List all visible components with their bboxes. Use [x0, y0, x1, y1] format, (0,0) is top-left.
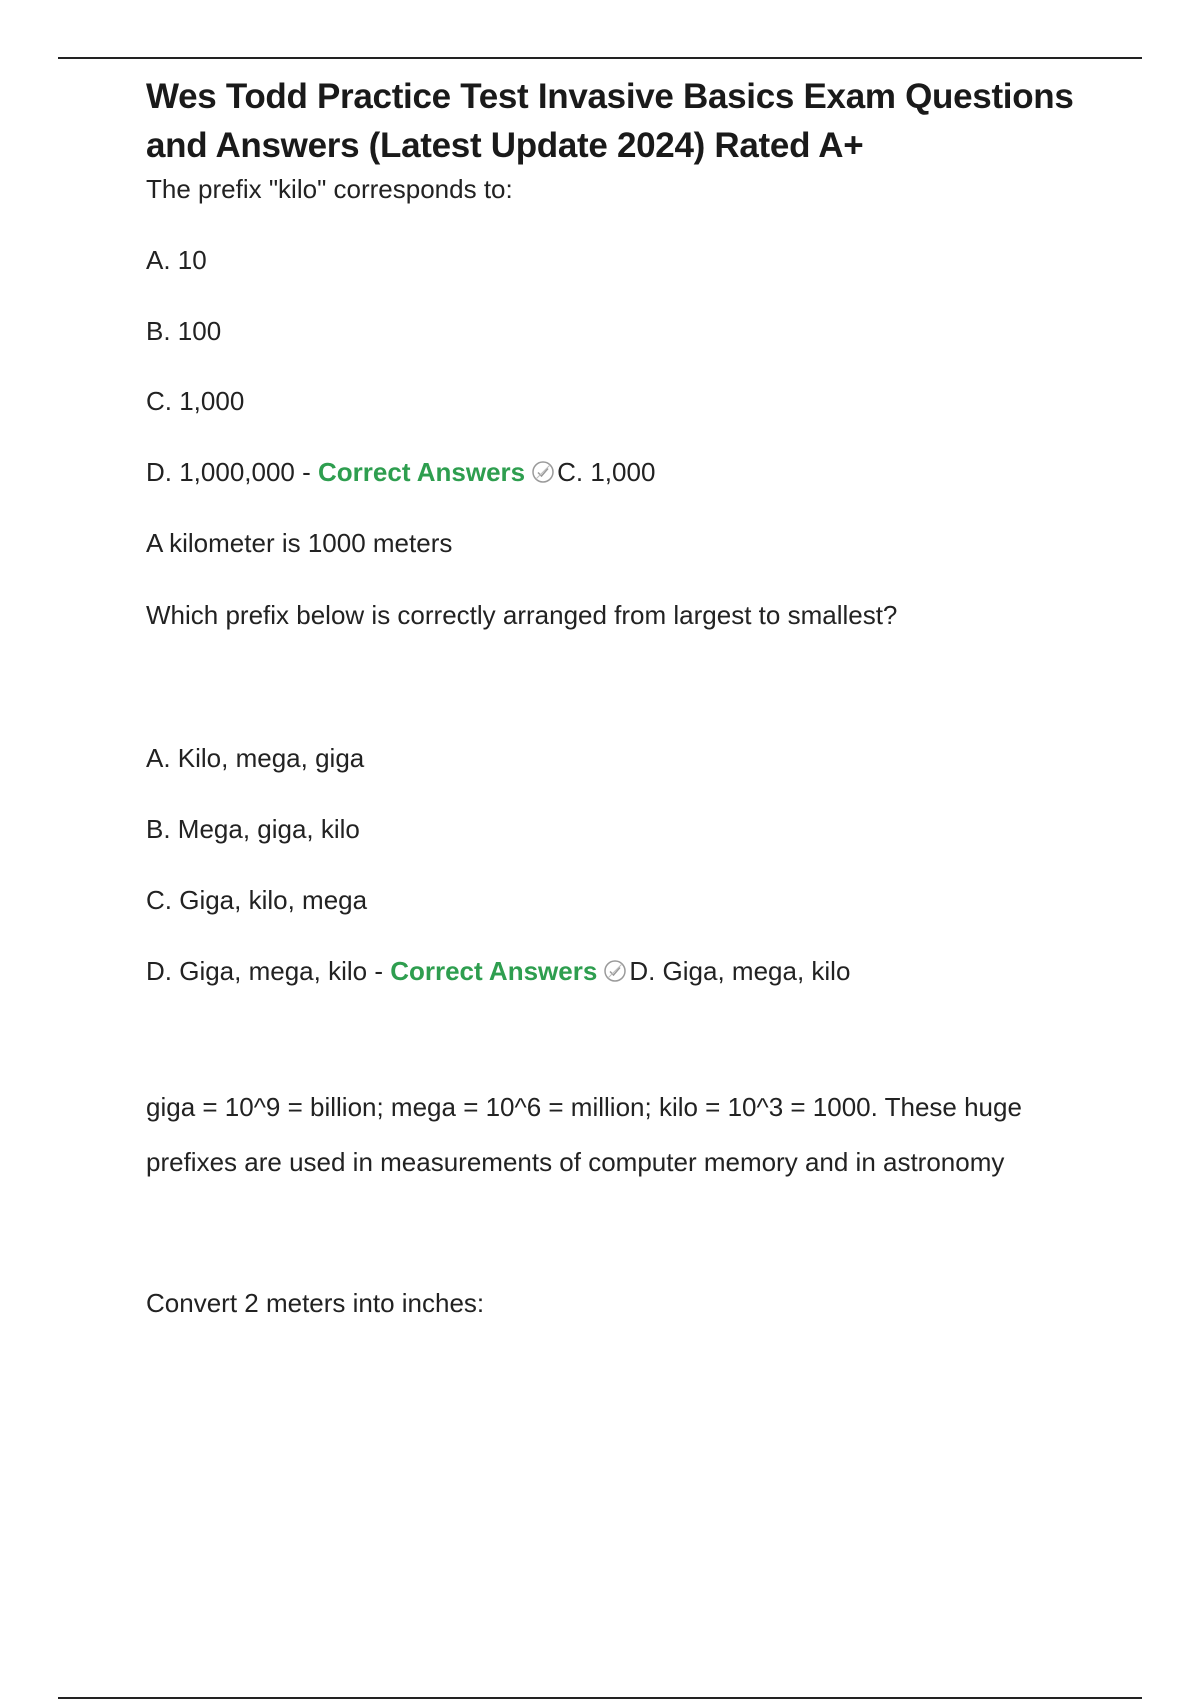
- check-circle-icon: [531, 460, 555, 484]
- q2-option-a: A. Kilo, mega, giga: [146, 743, 365, 773]
- q1-option-c: C. 1,000: [146, 386, 245, 416]
- q2-question: Which prefix below is correctly arranged from largest to smallest?: [146, 600, 898, 630]
- q2-option-d: [146, 954, 1086, 988]
- document-body: [146, 72, 1086, 1320]
- check-circle-icon: [603, 959, 627, 983]
- top-rule: [58, 57, 1142, 59]
- q2-option-b: B. Mega, giga, kilo: [146, 814, 360, 844]
- q1-correct-label: Correct Answers: [318, 457, 526, 487]
- document-title: Wes Todd Practice Test Invasive Basics Exam Questions and Answers (Latest Update 2024) Rated A+: [146, 77, 1074, 165]
- q1-option-d: [146, 455, 1086, 489]
- q2-option-c: C. Giga, kilo, mega: [146, 885, 368, 915]
- q1-option-d-text: D. 1,000,000 -: [146, 457, 318, 487]
- q1-answer: C. 1,000: [557, 457, 656, 487]
- q1-option-a: A. 10: [146, 245, 207, 275]
- q1-option-b: B. 100: [146, 316, 222, 346]
- q2-answer: D. Giga, mega, kilo: [629, 956, 851, 986]
- q3-question: Convert 2 meters into inches:: [146, 1288, 485, 1318]
- q1-note: A kilometer is 1000 meters: [146, 528, 453, 558]
- q2-correct-label: Correct Answers: [390, 956, 598, 986]
- q2-explanation: giga = 10^9 = billion; mega = 10^6 = million; kilo = 10^3 = 1000. These huge prefixes are used in measurements of computer memory and in astronomy: [146, 1092, 1022, 1177]
- bottom-rule: [58, 1697, 1142, 1699]
- q1-question: The prefix "kilo" corresponds to:: [146, 174, 513, 204]
- q2-option-d-text: D. Giga, mega, kilo -: [146, 956, 391, 986]
